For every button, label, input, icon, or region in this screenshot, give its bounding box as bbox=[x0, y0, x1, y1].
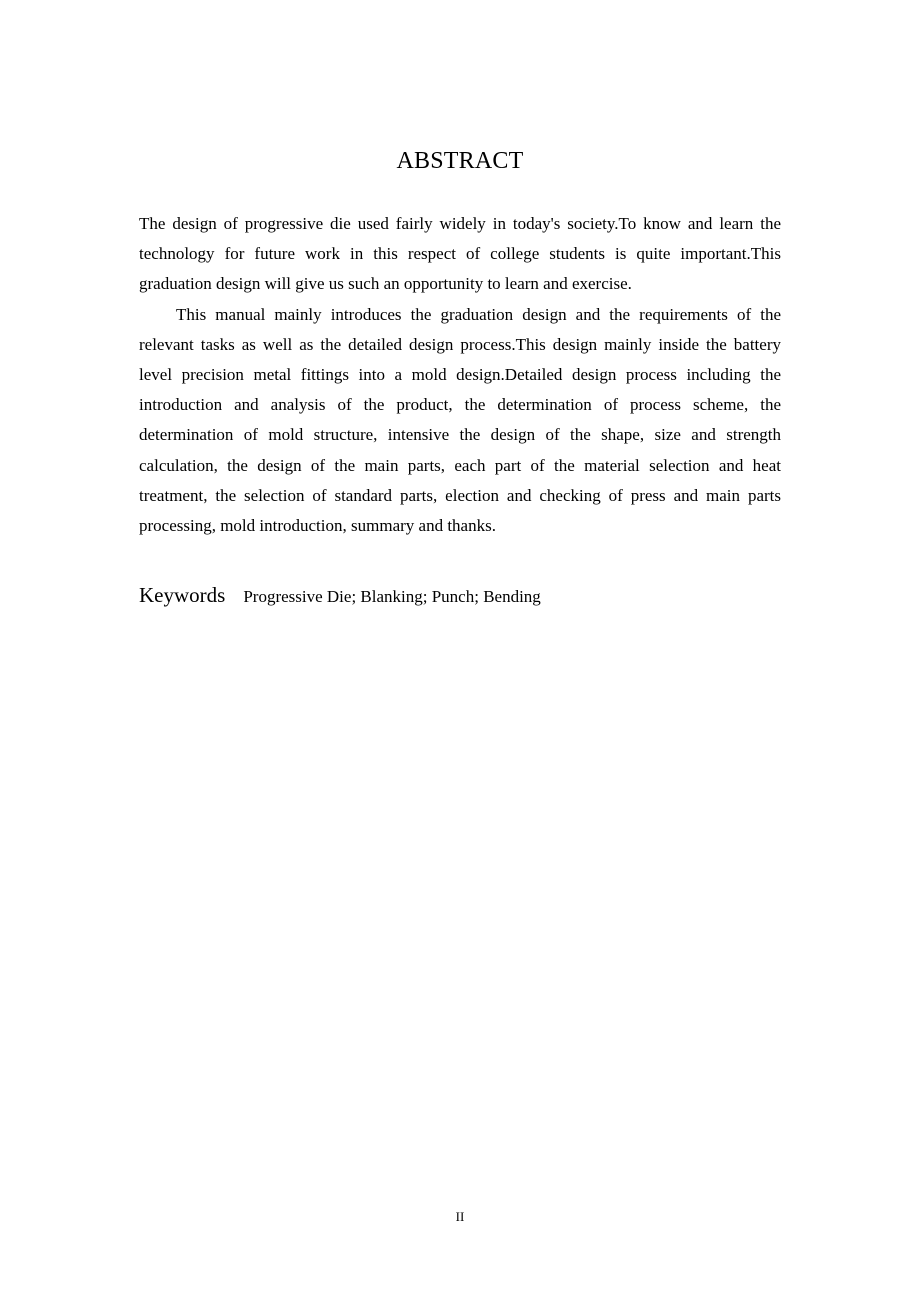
keywords-label: Keywords bbox=[139, 583, 226, 607]
abstract-title: ABSTRACT bbox=[396, 148, 524, 174]
abstract-paragraph-1: The design of progressive die used fairly widely in today's society.To know and learn the technology for future work in this respect of college students is quite important.This graduation design will give us such an opportunity to learn and exercise. bbox=[139, 214, 781, 294]
page-number: II bbox=[455, 1209, 465, 1224]
abstract-paragraph-2: This manual mainly introduces the graduation design and the requirements of the relevant tasks as well as the detailed design process.This design mainly inside the battery level precision metal fittings into a mold design.Detailed design process including the introduction and analysis of the product, the determination of process scheme, the determination of mold structure, intensive the design of the shape, size and strength calculation, the design of the main parts, each part of the material selection and heat treatment, the selection of standard parts, election and checking of press and main parts processing, mold introduction, summary and thanks. bbox=[139, 304, 781, 536]
abstract-body bbox=[139, 209, 781, 541]
keywords-text: Progressive Die; Blanking; Punch; Bending bbox=[243, 587, 541, 606]
keywords-line bbox=[139, 580, 781, 613]
